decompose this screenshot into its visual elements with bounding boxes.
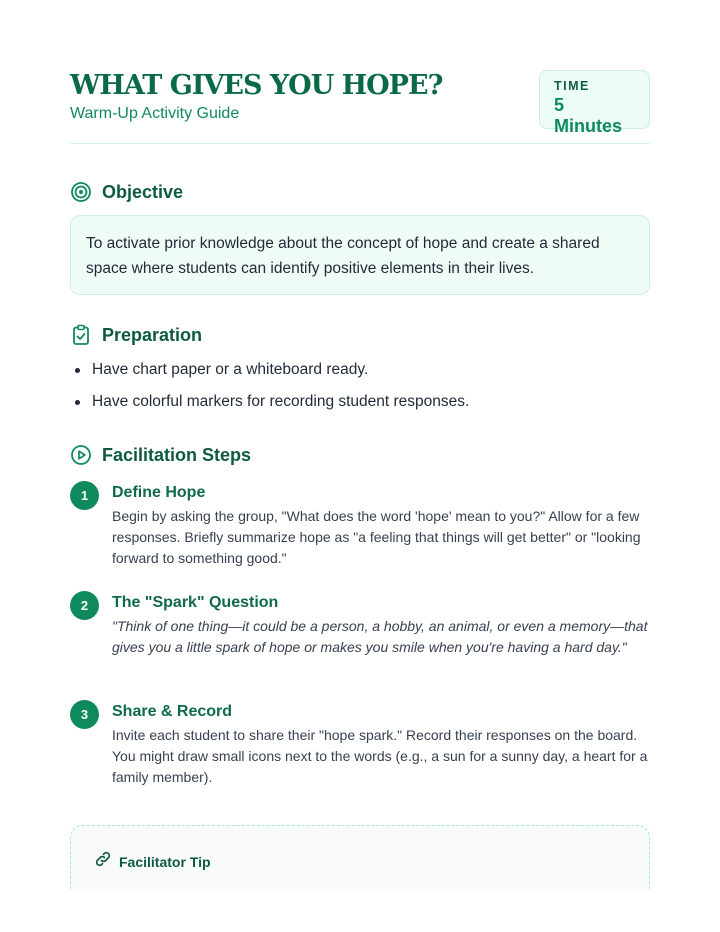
page-title: WHAT GIVES YOU HOPE? <box>70 70 443 101</box>
list-item <box>70 390 469 422</box>
step-number: 1 <box>70 481 99 510</box>
bullet-icon <box>75 400 80 405</box>
time-value: 5 Minutes <box>554 95 623 136</box>
guide-header <box>70 70 650 144</box>
preparation-list <box>70 358 469 422</box>
list-item <box>70 358 469 390</box>
time-badge <box>539 70 650 136</box>
page-bottom-cutoff <box>0 889 720 932</box>
objective-text: To activate prior knowledge about the concept of hope and create a shared space where students can identify positive elements in their lives. <box>70 215 650 295</box>
facilitator-tip-heading <box>93 849 211 874</box>
clipboard-check-icon <box>70 324 92 346</box>
step-description: Begin by asking the group, "What does the word 'hope' mean to you?" Allow for a few responses. Briefly summarize hope as "a feeling that things will get better" or "looking forward to something good." <box>112 508 641 566</box>
step-number: 3 <box>70 700 99 729</box>
step-title: The "Spark" Question <box>112 594 279 611</box>
step-description: "Think of one thing—it could be a person, a hobby, an animal, or even a memory—that gives you a little spark of hope or makes you smile when you're having a hard day." <box>112 618 648 655</box>
facilitator-tip-label: Facilitator Tip <box>119 853 211 870</box>
time-label: TIME <box>554 79 590 93</box>
bullet-icon <box>75 368 80 373</box>
facilitation-heading-label: Facilitation Steps <box>102 444 252 465</box>
link-icon <box>93 849 113 874</box>
preparation-item: Have chart paper or a whiteboard ready. <box>92 361 369 378</box>
step-title: Define Hope <box>112 484 206 501</box>
target-icon <box>70 181 92 203</box>
page-subtitle: Warm-Up Activity Guide <box>70 105 240 122</box>
step-description: Invite each student to share their "hope spark." Record their responses on the board. You might draw small icons next to the words (e.g., a sun for a sunny day, a heart for a family member). <box>112 727 648 785</box>
objective-heading-label: Objective <box>102 181 184 202</box>
step-number: 2 <box>70 591 99 620</box>
preparation-heading <box>70 323 202 347</box>
preparation-heading-label: Preparation <box>102 324 203 345</box>
objective-heading <box>70 180 183 204</box>
facilitation-heading <box>70 443 251 467</box>
play-circle-icon <box>70 444 92 466</box>
preparation-item: Have colorful markers for recording student responses. <box>92 393 470 410</box>
step-title: Share & Record <box>112 703 233 720</box>
